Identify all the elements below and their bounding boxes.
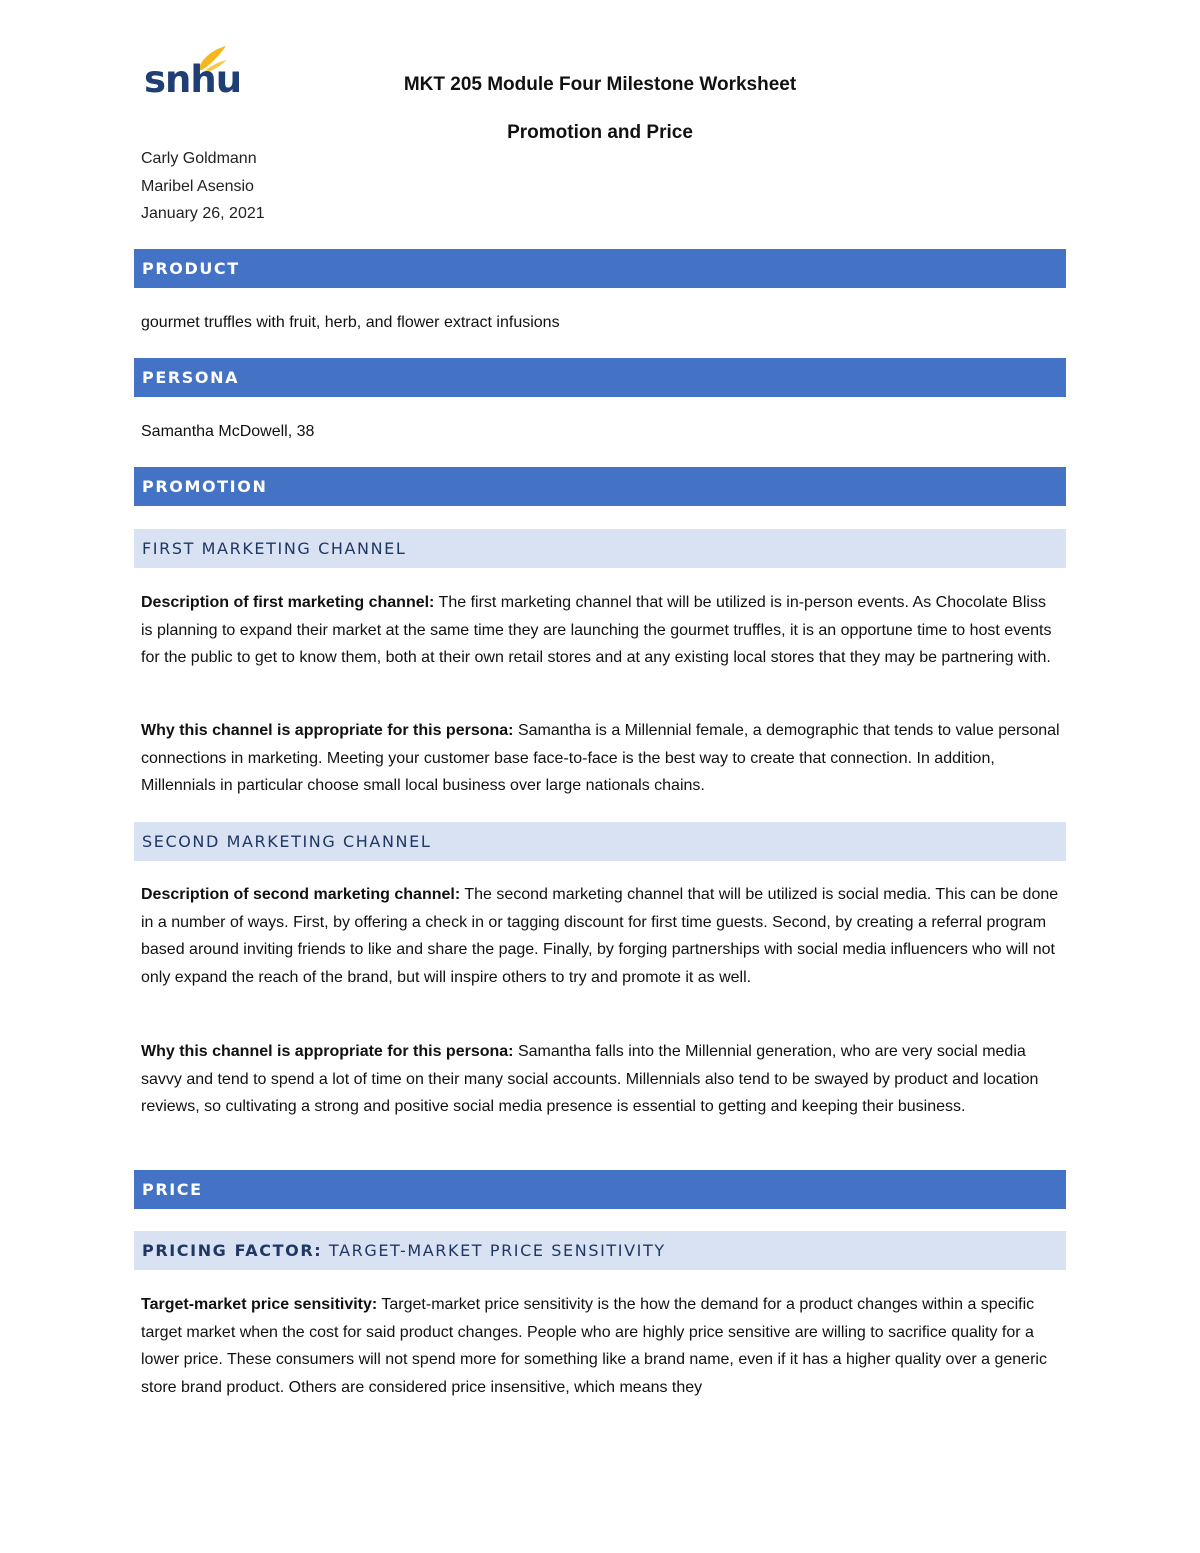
pricing-factor-value: TARGET-MARKET PRICE SENSITIVITY bbox=[322, 1241, 666, 1260]
second-channel-description bbox=[141, 881, 1061, 991]
first-channel-description bbox=[141, 589, 1061, 672]
author-name: Carly Goldmann bbox=[141, 150, 257, 167]
body-text: Samantha falls into the Millennial generation, who are very social media savvy and tend to spend a lot of time on their many social accounts. Millennials also tend to be swayed by product and location reviews, so cultivating a strong and positive social media presence is essential to getting and keeping their business. bbox=[141, 1043, 1039, 1115]
document-subtitle: Promotion and Price bbox=[507, 122, 693, 143]
section-heading-product: PRODUCT bbox=[134, 249, 1066, 288]
persona-text: Samantha McDowell, 38 bbox=[141, 423, 315, 440]
label: Why this channel is appropriate for this persona: bbox=[141, 1043, 514, 1060]
label: Target-market price sensitivity: bbox=[141, 1296, 378, 1313]
subheading-second-channel: SECOND MARKETING CHANNEL bbox=[134, 822, 1066, 861]
body-text: The first marketing channel that will be utilized is in-person events. As Chocolate Bliss is planning to expand their market at the same time they are launching the gourmet truffles, it is an opportune time to host events for the public to get to know them, both at their own retail stores and at any existing local stores that they may be partnering with. bbox=[141, 594, 1052, 666]
section-heading-persona: PERSONA bbox=[134, 358, 1066, 397]
section-heading-promotion: PROMOTION bbox=[134, 467, 1066, 506]
section-heading-price: PRICE bbox=[134, 1170, 1066, 1209]
subheading-first-channel: FIRST MARKETING CHANNEL bbox=[134, 529, 1066, 568]
label: Description of second marketing channel: bbox=[141, 886, 461, 903]
first-channel-rationale bbox=[141, 717, 1061, 800]
body-text: Target-market price sensitivity is the how the demand for a product changes within a specific target market when the cost for said product changes. People who are highly price sensitive are willing to sacrifice quality for a lower price. These consumers will not spend more for something like a brand name, even if it has a higher quality over a generic store brand product. Others are considered price insensitive, which means they bbox=[141, 1296, 1047, 1396]
body-text: The second marketing channel that will be utilized is social media. This can be done in a number of ways. First, by offering a check in or tagging discount for first time guests. Second, by creating a referral program based around inviting friends to like and share the page. Finally, by forging partnerships with social media influencers who will not only expand the reach of the brand, but will inspire others to try and promote it as well. bbox=[141, 886, 1059, 986]
subheading-pricing-factor bbox=[134, 1231, 1066, 1270]
label: Why this channel is appropriate for this persona: bbox=[141, 722, 514, 739]
price-sensitivity-paragraph bbox=[141, 1291, 1061, 1401]
product-text: gourmet truffles with fruit, herb, and flower extract infusions bbox=[141, 314, 560, 331]
document-date: January 26, 2021 bbox=[141, 205, 265, 222]
body-text: Samantha is a Millennial female, a demographic that tends to value personal connections in marketing. Meeting your customer base face-to-face is the best way to create that connection. In addition, Millennials in particular choose small local business over large nationals chains. bbox=[141, 722, 1060, 794]
pricing-factor-label: PRICING FACTOR: bbox=[142, 1241, 323, 1260]
second-channel-rationale bbox=[141, 1038, 1061, 1121]
logo-wordmark: snhu bbox=[144, 58, 242, 101]
document-title: MKT 205 Module Four Milestone Worksheet bbox=[403, 74, 797, 95]
label: Description of first marketing channel: bbox=[141, 594, 435, 611]
author-name: Maribel Asensio bbox=[141, 178, 254, 195]
